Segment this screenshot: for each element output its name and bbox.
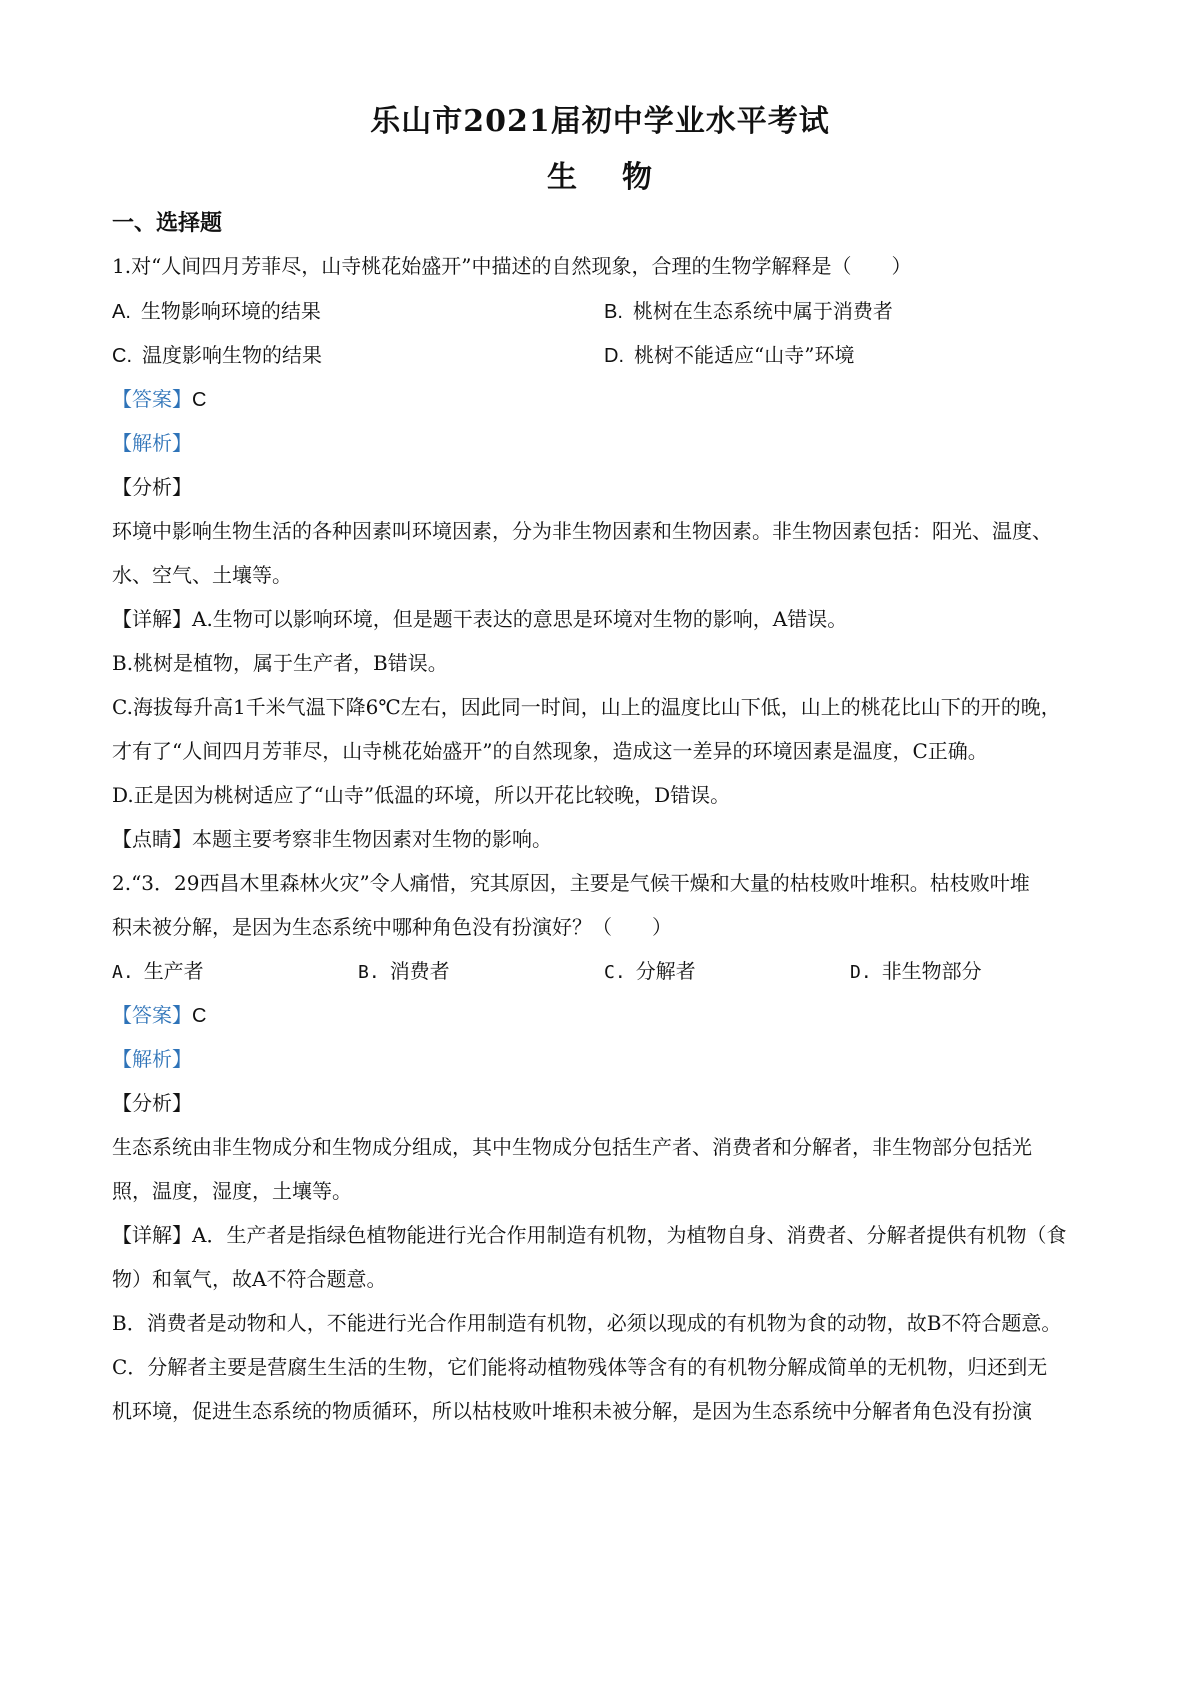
q1-jiexi-label: 【解析】 (112, 431, 192, 455)
q2-fenxi-line: 照，温度，湿度，土壤等。 (112, 1179, 352, 1203)
q1-option-d (604, 340, 854, 371)
q2-answer (112, 1000, 1102, 1031)
q1-dianjing (112, 824, 1102, 854)
answer-label: 【答案】 (112, 1003, 192, 1027)
option-letter: C. (112, 345, 132, 367)
q2-option-a (112, 956, 204, 988)
subject-char: 生 (547, 160, 578, 195)
q2-option-d (850, 956, 982, 988)
q1-xiangjie-line: D.正是因为桃树适应了“山寺”低温的环境，所以开花比较晚，D错误。 (112, 783, 731, 807)
q1-fenxi-label: 【分析】 (112, 475, 192, 499)
q1-stem: 1.对“人间四月芳菲尽，山寺桃花始盛开”中描述的自然现象，合理的生物学解释是（ ） (112, 254, 912, 278)
q2-fenxi-line: 生态系统由非生物成分和生物成分组成，其中生物成分包括生产者、消费者和分解者，非生物部分包括光 (112, 1135, 1032, 1159)
q2-xiangjie-line: 物）和氧气，故A不符合题意。 (112, 1267, 387, 1291)
option-letter: A. (112, 301, 131, 323)
section-heading: 一、选择题 (112, 210, 223, 236)
option-letter: B. (604, 301, 623, 323)
q2-option-c (604, 956, 696, 988)
q1-option-c (112, 340, 322, 371)
xiangjie-label: 【详解】 (112, 1223, 192, 1247)
option-text: 生物影响环境的结果 (140, 299, 321, 323)
answer-value: C (192, 1005, 207, 1027)
q1-fenxi-line: 水、空气、土壤等。 (112, 563, 292, 587)
option-text: 非生物部分 (881, 959, 982, 983)
option-letter: D. (850, 962, 872, 983)
option-text: 生产者 (143, 959, 204, 983)
subject-title (0, 152, 1200, 196)
option-letter: B. (358, 962, 380, 983)
q1-xiangjie-line: B.桃树是植物，属于生产者，B错误。 (112, 651, 448, 675)
option-text: 温度影响生物的结果 (142, 343, 322, 367)
q2-stem-line: 积未被分解，是因为生态系统中哪种角色没有扮演好？（ ） (112, 915, 672, 939)
q2-jiexi-label: 【解析】 (112, 1047, 192, 1071)
q2-xiangjie (112, 1220, 1102, 1250)
option-text: 消费者 (389, 959, 450, 983)
q1-fenxi-line: 环境中影响生物生活的各种因素叫环境因素，分为非生物因素和生物因素。非生物因素包括：阳光、温度、 (112, 519, 1052, 543)
q1-xiangjie-line: 才有了“人间四月芳菲尽，山寺桃花始盛开”的自然现象，造成这一差异的环境因素是温度，C正确。 (112, 739, 988, 763)
option-text: 分解者 (635, 959, 696, 983)
option-text: 桃树不能适应“山寺”环境 (634, 343, 855, 367)
option-letter: C. (604, 962, 626, 983)
option-text: 桃树在生态系统中属于消费者 (632, 299, 893, 323)
q1-answer (112, 384, 1102, 415)
q2-xiangjie-line: 机环境，促进生态系统的物质循环，所以枯枝败叶堆积未被分解，是因为生态系统中分解者角色没有扮演 (112, 1399, 1032, 1423)
subject-char: 物 (622, 160, 653, 195)
option-letter: A. (112, 962, 134, 983)
answer-value: C (192, 389, 207, 411)
q2-option-b (358, 956, 450, 988)
q2-xiangjie-line: B．消费者是动物和人，不能进行光合作用制造有机物，必须以现成的有机物为食的动物，故B不符合题意。 (112, 1311, 1062, 1335)
q2-xiangjie-line: C．分解者主要是营腐生生活的生物，它们能将动植物残体等含有的有机物分解成简单的无机物，归还到无 (112, 1355, 1048, 1379)
q1-option-a (112, 296, 321, 327)
option-letter: D. (604, 345, 624, 367)
exam-title: 乐山市2021届初中学业水平考试 (370, 104, 830, 139)
q2-stem-line: 2.“3．29西昌木里森林火灾”令人痛惜，究其原因，主要是气候干燥和大量的枯枝败叶堆积。枯枝败叶堆 (112, 871, 1030, 895)
dianjing-text: 本题主要考察非生物因素对生物的影响。 (192, 827, 552, 851)
q2-fenxi-label: 【分析】 (112, 1091, 192, 1115)
q1-xiangjie (112, 604, 1102, 634)
answer-label: 【答案】 (112, 387, 192, 411)
xiangjie-text: A．生产者是指绿色植物能进行光合作用制造有机物，为植物自身、消费者、分解者提供有机物（食 (192, 1223, 1067, 1247)
dianjing-label: 【点睛】 (112, 827, 192, 851)
xiangjie-text: A.生物可以影响环境，但是题干表达的意思是环境对生物的影响，A错误。 (192, 607, 848, 631)
q1-xiangjie-line: C.海拔每升高1千米气温下降6℃左右，因此同一时间，山上的温度比山下低，山上的桃花比山下的开的晚， (112, 695, 1061, 719)
xiangjie-label: 【详解】 (112, 607, 192, 631)
q1-option-b (604, 296, 893, 327)
